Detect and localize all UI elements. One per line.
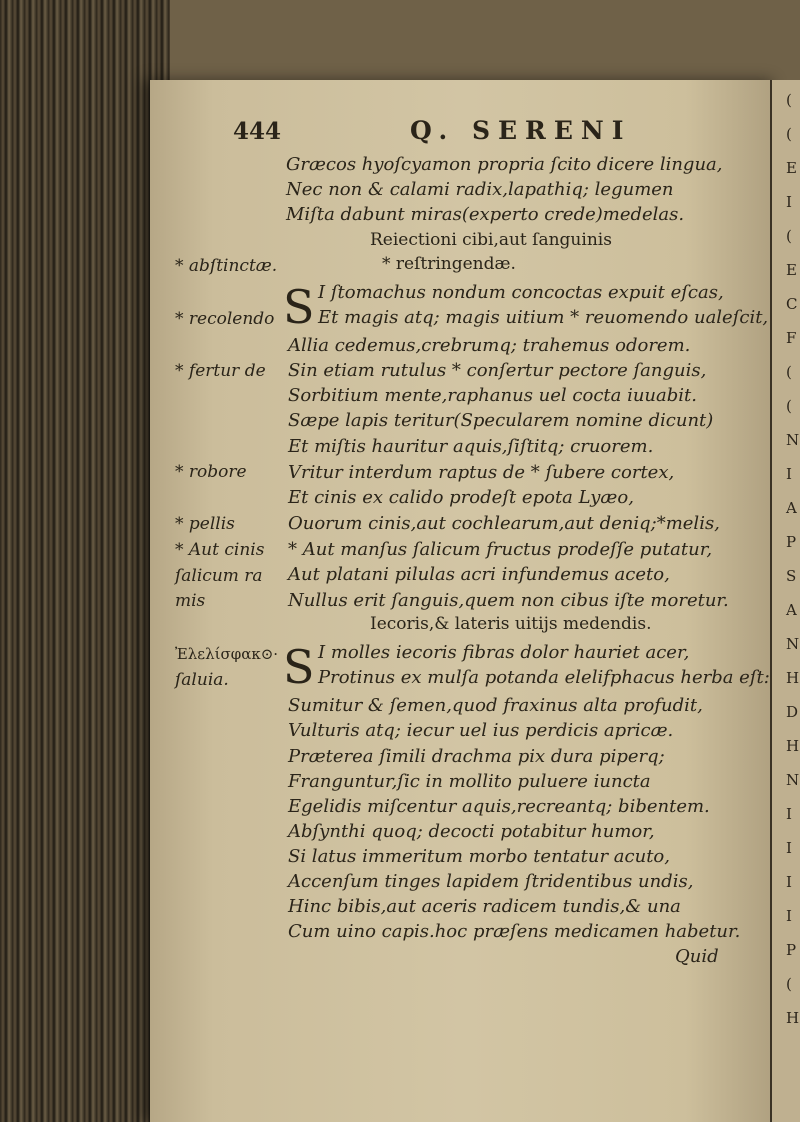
page-number: 444 — [233, 118, 282, 145]
facing-letter: I — [786, 839, 792, 857]
verse-line: Sæpe lapis teritur(Specularem nomine dicunt) — [288, 410, 714, 431]
verse-line: Nec non & calami radix,lapathiq; legumen — [286, 179, 674, 200]
verse-line: Protinus ex mulſa potanda elelifphacus herba eſt: — [318, 667, 770, 688]
verse-line: Accenſum tinges lapidem ſtridentibus undis, — [288, 871, 694, 892]
verse-line: Et cinis ex calido prodeſt epota Lyæo, — [288, 487, 634, 508]
facing-letter: H — [786, 737, 800, 755]
catchword: Quid — [675, 946, 719, 967]
facing-letter: P — [786, 533, 797, 551]
verse-line: Et miſtis hauritur aquis,ſiſtitq; cruorem. — [288, 436, 654, 457]
facing-letter: C — [786, 295, 798, 313]
facing-letter: N — [786, 771, 800, 789]
margin-note-greek: Ἐλελίσφακ⊙· — [175, 645, 279, 663]
facing-letter: A — [786, 601, 797, 619]
facing-letter: P — [786, 941, 797, 959]
facing-letter: I — [786, 873, 792, 891]
facing-page-edge — [770, 80, 800, 1122]
book-spine — [0, 0, 170, 1122]
drop-cap: S — [283, 640, 315, 694]
facing-letter: ( — [786, 91, 792, 109]
verse-line: * Aut manſus ſalicum fructus prodeſſe putatur, — [288, 539, 713, 560]
facing-letter: E — [786, 159, 797, 177]
facing-letter: D — [786, 703, 799, 721]
facing-letter: I — [786, 465, 792, 483]
facing-letter: A — [786, 499, 797, 517]
verse-line: Et magis atq; magis uitium * reuomendo ualeſcit, — [318, 307, 769, 328]
verse-line: Cum uino capis.hoc præſens medicamen habetur. — [288, 921, 741, 942]
margin-note: ſaluia. — [175, 670, 229, 690]
verse-line: Ouorum cinis,aut cochlearum,aut deniq;*melis, — [288, 513, 720, 534]
margin-note: * recolendo — [175, 309, 275, 329]
facing-letter: N — [786, 635, 800, 653]
verse-line: Sumitur & ſemen,quod fraxinus alta profudit, — [288, 695, 703, 716]
verse-line: Græcos hyoſcyamon propria ſcito dicere lingua, — [286, 154, 723, 175]
verse-line: Egelidis miſcentur aquis,recreantq; bibentem. — [288, 796, 710, 817]
verse-line: Nullus erit ſanguis,quem non cibus iſte moretur. — [288, 590, 729, 611]
verse-line: Franguntur,ſic in mollito puluere iuncta — [288, 771, 651, 792]
verse-line: Vulturis atq; iecur uel ius perdicis apricæ. — [288, 720, 674, 741]
facing-letter: F — [786, 329, 797, 347]
facing-letter: H — [786, 1009, 800, 1027]
margin-note: * abſtinctæ. — [175, 256, 278, 276]
running-head: Q. SERENI — [410, 116, 632, 145]
verse-line: Allia cedemus,crebrumq; trahemus odorem. — [288, 335, 691, 356]
margin-note: * fertur de — [175, 361, 266, 381]
verse-line: Sorbitium mente,raphanus uel cocta iuuabit. — [288, 385, 697, 406]
section-heading: Iecoris,& lateris uitijs medendis. — [370, 614, 652, 634]
facing-letter: H — [786, 669, 800, 687]
facing-letter: ( — [786, 227, 792, 245]
facing-letter: I — [786, 193, 792, 211]
facing-letter: I — [786, 805, 792, 823]
section-heading: Reiectioni cibi,aut ſanguinis — [370, 230, 612, 250]
drop-cap: S — [283, 280, 315, 334]
verse-line: Sin etiam rutulus * conſertur pectore ſanguis, — [288, 360, 707, 381]
facing-letter: I — [786, 907, 792, 925]
margin-note: ſalicum ra — [175, 566, 263, 586]
facing-letter: E — [786, 261, 797, 279]
verse-line: I molles iecoris fibras dolor hauriet acer, — [318, 642, 690, 663]
facing-letter: ( — [786, 397, 792, 415]
verse-line: Præterea ſimili drachma pix dura piperq; — [288, 746, 665, 767]
facing-letter: ( — [786, 975, 792, 993]
verse-line: Vritur interdum raptus de * ſubere cortex, — [288, 462, 675, 483]
verse-line: Hinc bibis,aut aceris radicem tundis,& una — [288, 896, 681, 917]
facing-letter: ( — [786, 363, 792, 381]
margin-note: * pellis — [175, 514, 235, 534]
margin-note: mis — [175, 591, 206, 611]
verse-line: Miſta dabunt miras(experto crede)medelas. — [286, 204, 685, 225]
section-heading: * reſtringendæ. — [382, 254, 516, 274]
margin-note: * Aut cinis — [175, 540, 265, 560]
verse-line: I ſtomachus nondum concoctas expuit eſcas, — [318, 282, 724, 303]
margin-note: * robore — [175, 462, 247, 482]
facing-letter: N — [786, 431, 800, 449]
facing-letter: S — [786, 567, 797, 585]
verse-line: Aut platani pilulas acri infundemus aceto, — [288, 564, 670, 585]
verse-line: Abſynthi quoq; decocti potabitur humor, — [288, 821, 655, 842]
facing-letter: ( — [786, 125, 792, 143]
verse-line: Si latus immeritum morbo tentatur acuto, — [288, 846, 670, 867]
